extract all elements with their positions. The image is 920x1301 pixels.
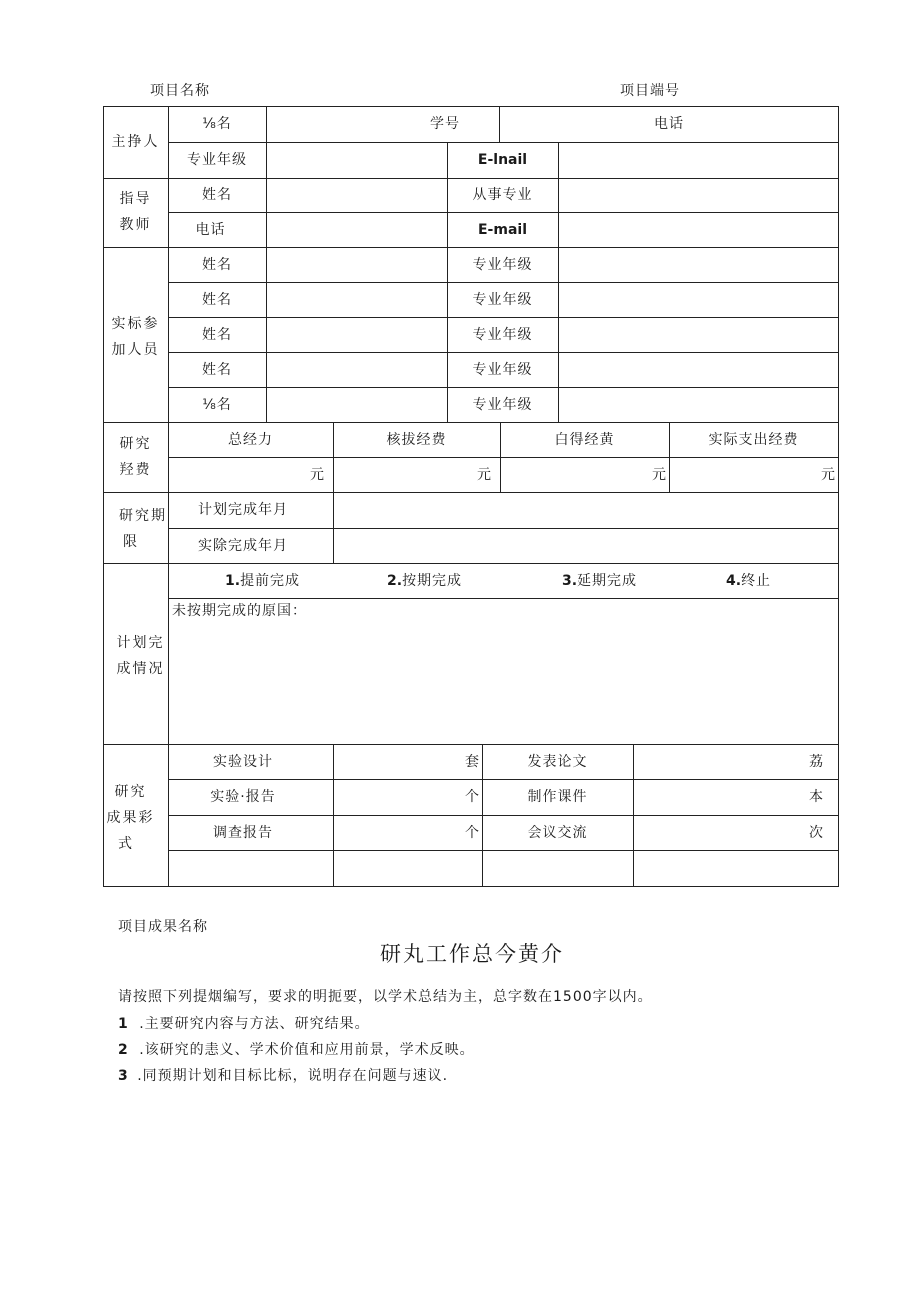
funding-self-raised-field[interactable] — [500, 457, 669, 492]
host-name-label: ⅛名 — [202, 116, 232, 132]
participant-name-label: 姓名 — [202, 361, 232, 378]
results-left-label: 调查报告 — [213, 824, 273, 841]
host-phone-label: 电话 — [654, 116, 684, 132]
completion-option-early[interactable] — [225, 567, 325, 595]
results-right-count[interactable] — [633, 779, 838, 815]
participant-name-label: 姓名 — [202, 291, 232, 308]
funding-unit-label: 元 — [310, 466, 325, 483]
completion-section-line2: 成情况 — [116, 661, 165, 677]
advisor-phone-field[interactable] — [266, 212, 447, 247]
participant-major-field[interactable] — [558, 282, 838, 317]
participant-major-label: 专业年级 — [472, 396, 533, 413]
results-unit-label: 本 — [809, 789, 824, 805]
advisor-section-line2: 教师 — [119, 217, 152, 233]
host-email-field[interactable] — [558, 142, 838, 178]
participant-name-field[interactable] — [266, 282, 447, 317]
funding-section-line1: 研究 — [119, 436, 152, 452]
advisor-specialty-label: 从事专业 — [472, 187, 533, 203]
host-major-year-label: 专业年级 — [187, 152, 247, 168]
summary-intro: 请按照下列提烟编写，要求的明扼要，以学术总结为主，总字数在1500字以内。 — [118, 989, 653, 1005]
participant-name-field[interactable] — [266, 387, 447, 422]
results-left-label: 实验·报告 — [210, 789, 276, 805]
period-planned-field[interactable] — [333, 492, 838, 528]
results-right-count[interactable] — [633, 744, 838, 779]
summary-title: 研丸工作总今黄介 — [380, 942, 564, 966]
summary-item — [118, 1013, 370, 1033]
participant-major-label: 专业年级 — [472, 256, 533, 273]
completion-option-delayed[interactable] — [562, 567, 662, 595]
results-right-label: 制作课件 — [527, 789, 588, 805]
results-unit-label: 个 — [465, 789, 480, 805]
summary-item-number: 2 — [118, 1042, 128, 1058]
host-student-id-label: 学号 — [430, 116, 460, 132]
host-email-label: E-lnail — [477, 152, 528, 168]
results-unit-label: 荔 — [809, 753, 824, 770]
advisor-specialty-field[interactable] — [558, 178, 838, 212]
summary-item-number: 3 — [118, 1068, 128, 1084]
completion-section-label — [103, 630, 178, 682]
completion-option-terminated[interactable] — [726, 567, 806, 595]
advisor-name-label: 姓名 — [202, 187, 232, 203]
funding-unit-label: 元 — [652, 466, 667, 483]
participant-major-field[interactable] — [558, 247, 838, 282]
participant-name-field[interactable] — [266, 352, 447, 387]
summary-item — [118, 1039, 475, 1059]
project-number-label: 项目端号 — [620, 83, 680, 99]
results-right-label: 会议交流 — [527, 824, 588, 841]
participant-major-label: 专业年级 — [472, 326, 533, 343]
results-section-line1: 研究 — [114, 784, 147, 800]
results-empty-cell[interactable] — [168, 850, 333, 886]
results-left-count[interactable] — [333, 744, 482, 779]
option-number: 2. — [387, 573, 403, 589]
advisor-phone-label: 电话 — [195, 221, 226, 238]
funding-self-raised-header: 白得经黄 — [554, 431, 615, 448]
option-text: 延期完成 — [577, 573, 638, 589]
summary-item-text: .该研究的恚义、学术价值和应用前景，学术反映。 — [139, 1042, 475, 1058]
advisor-section-line1: 指导 — [119, 191, 152, 207]
funding-approved-field[interactable] — [333, 457, 500, 492]
participants-section-label — [103, 311, 168, 363]
results-right-count[interactable] — [633, 815, 838, 850]
funding-unit-label: 元 — [821, 466, 836, 483]
host-major-year-field[interactable] — [266, 142, 447, 178]
period-planned-label: 计划完成年月 — [198, 502, 288, 518]
results-empty-cell[interactable] — [333, 850, 482, 886]
option-text: 终止 — [741, 573, 772, 589]
participant-name-label: 姓名 — [202, 326, 232, 343]
funding-actual-spent-field[interactable] — [669, 457, 838, 492]
option-text: 按期完成 — [402, 573, 463, 589]
summary-item-text: .主要研究内容与方法、研究结果。 — [139, 1016, 370, 1032]
results-section-line2: 成果彩 — [106, 810, 155, 826]
advisor-name-field[interactable] — [266, 178, 447, 212]
host-section-label: 主挣人 — [111, 134, 160, 150]
results-right-label: 发表论文 — [527, 753, 588, 770]
results-left-count[interactable] — [333, 779, 482, 815]
advisor-email-field[interactable] — [558, 212, 838, 247]
participant-name-label: 姓名 — [202, 256, 232, 273]
participant-major-field[interactable] — [558, 352, 838, 387]
completion-section-line1: 计划完 — [116, 635, 165, 651]
results-section-label — [103, 779, 158, 857]
participant-major-label: 专业年级 — [472, 361, 533, 378]
participants-section-line2: 加人员 — [111, 342, 160, 358]
funding-total-header: 总经力 — [228, 431, 273, 448]
funding-actual-spent-header: 实际支出经费 — [708, 431, 799, 448]
results-empty-cell[interactable] — [633, 850, 838, 886]
period-section-line1: 研究期 — [119, 508, 167, 524]
results-left-count[interactable] — [333, 815, 482, 850]
advisor-section-label — [103, 186, 168, 238]
summary-item-number: 1 — [118, 1016, 128, 1032]
project-name-label: 项目名称 — [150, 83, 210, 99]
completion-reason-label: 未按期完成的原国： — [172, 603, 307, 619]
participant-major-field[interactable] — [558, 317, 838, 352]
funding-total-field[interactable] — [168, 457, 333, 492]
option-number: 1. — [225, 573, 241, 589]
option-text: 提前完成 — [240, 573, 301, 589]
participant-name-field[interactable] — [266, 317, 447, 352]
completion-option-on-time[interactable] — [387, 567, 487, 595]
funding-approved-header: 核拔经费 — [386, 431, 447, 448]
participant-major-label: 专业年级 — [472, 291, 533, 308]
period-section-line2: 限 — [123, 534, 139, 550]
funding-unit-label: 元 — [477, 466, 492, 483]
period-actual-label: 实除完成年月 — [198, 537, 288, 554]
option-number: 3. — [562, 573, 578, 589]
results-unit-label: 个 — [465, 824, 480, 841]
results-section-line3: 式 — [118, 836, 134, 852]
option-number: 4. — [726, 573, 742, 589]
completion-reason-field[interactable] — [170, 622, 836, 742]
summary-item-text: .同预期计划和目标比标，说明存在问题与速议. — [137, 1068, 449, 1084]
participant-name-label: ⅛名 — [202, 396, 232, 413]
funding-section-line2: 羟费 — [119, 462, 152, 478]
funding-section-label — [103, 431, 168, 483]
participants-section-line1: 实标参 — [111, 316, 160, 332]
results-unit-label: 套 — [465, 753, 480, 770]
results-unit-label: 次 — [809, 824, 824, 841]
result-name-label: 项目成果名称 — [118, 919, 208, 935]
results-left-label: 实验设计 — [213, 753, 273, 770]
results-empty-cell[interactable] — [482, 850, 633, 886]
summary-item — [118, 1065, 448, 1085]
participant-name-field[interactable] — [266, 247, 447, 282]
period-actual-field[interactable] — [333, 528, 838, 563]
advisor-email-label: E-mail — [477, 221, 527, 238]
participant-major-field[interactable] — [558, 387, 838, 422]
